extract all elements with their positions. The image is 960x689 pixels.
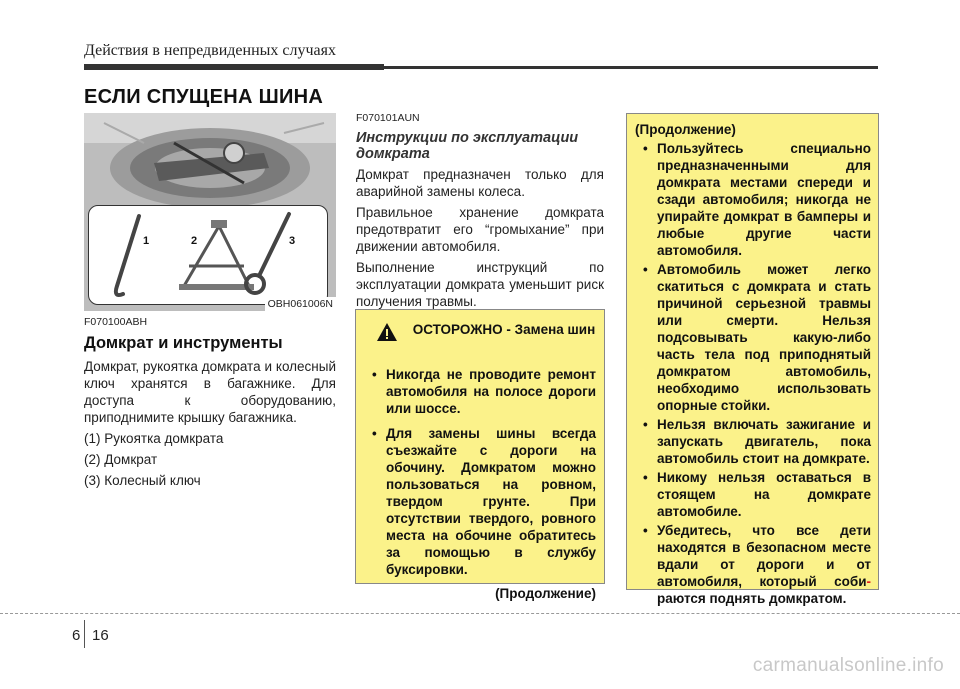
callout-1: 1 (143, 235, 150, 247)
section-title: ЕСЛИ СПУЩЕНА ШИНА (84, 86, 324, 108)
caution-bullet: • Никогда не проводите ремонт автомобиля на полосе дороги или шоссе. (364, 366, 596, 417)
caution-bullet (635, 522, 871, 607)
caution-bullet: • Автомобиль может легко скатиться с домкрата и стать причиной серьезной травмы или смерти. Нельзя подсовывать какую-либо часть тела под приподнятый домкратом автомобиль, необходимо использовать опорные стойки. (635, 261, 871, 414)
wheel-wrench-icon (246, 214, 289, 293)
warning-triangle-icon (376, 322, 398, 342)
running-header: Действия в непредвиденных случаях (84, 42, 336, 59)
trunk-figure (84, 113, 336, 311)
caution-continued-box (626, 113, 879, 606)
list-item-wheel-wrench: (3) Колесный ключ (84, 473, 201, 488)
figure-code: OBH061006N (265, 297, 336, 311)
caution-header (364, 320, 596, 358)
bullet-text-part: раются поднять домкратом. (657, 591, 847, 606)
list-item-jack: (2) Домкрат (84, 452, 158, 467)
instructions-paragraph: Домкрат предназначен только для аварийной замены колеса. (356, 167, 604, 199)
caution-title: ОСТОРОЖНО - Замена шин (412, 322, 596, 337)
continued-label: (Продолжение) (495, 586, 596, 601)
callout-3: 3 (289, 235, 296, 247)
tools-inset (88, 205, 328, 305)
bullet-text-part: Убедитесь, что все дети находятся в безопасном месте вдали от дороги и от автомобиля, который соби (657, 523, 871, 589)
section-code: F070100ABH (84, 316, 148, 328)
jack-tools-section (84, 316, 336, 493)
jack-icon (179, 220, 254, 290)
section-code: F070101AUN (356, 112, 420, 124)
jack-handle-icon (116, 216, 139, 295)
caution-bullet: • Нельзя включать зажигание и запускать двигатель, пока автомобиль стоит на домкрате. (635, 416, 871, 467)
caution-box (355, 309, 605, 601)
header-rule (84, 66, 878, 69)
continued-heading: (Продолжение) (635, 122, 736, 137)
jack-tools-paragraph: Домкрат, рукоятка домкрата и колесный ключ хранятся в багажнике. Для доступа к оборудованию, приподнимите крышку багажника. (84, 359, 336, 425)
watermark: carmanualsonline.info (752, 655, 944, 676)
callout-2: 2 (191, 235, 198, 247)
jack-tools-heading: Домкрат и инструменты (84, 334, 283, 352)
tools-drawing (89, 206, 329, 306)
chapter-number: 6 (72, 627, 81, 644)
caution-bullet: • Никому нельзя оставаться в стоящем на домкрате автомобиле. (635, 469, 871, 520)
jack-instructions-section (356, 112, 604, 314)
instructions-paragraph: Правильное хранение домкрата предотвратит его “громыхание” при движении автомобиля. (356, 205, 604, 254)
footer-rule (0, 613, 960, 614)
jack-instructions-heading: Инструкции по эксплуатации домкрата (356, 130, 579, 162)
caution-bullet: • Пользуйтесь специально предназначенными для домкрата местами спереди и сзади автомобиля; никогда не упирайте домкрат в бамперы и любые другие части автомобиля. (635, 140, 871, 259)
page-number: 16 (92, 627, 109, 644)
caution-bullet: • Для замены шины всегда съезжайте с дороги на обочину. Домкратом можно пользоваться на ровном, твердом грунте. При отсутствии твердого, ровного места на обочине обратитесь за помощью в службу буксировки. (364, 425, 596, 578)
hyphen-mark: - (866, 574, 871, 589)
list-item-jack-handle: (1) Рукоятка домкрата (84, 431, 224, 446)
instructions-paragraph: Выполнение инструкций по эксплуатации домкрата уменьшит риск получения травмы. (356, 260, 604, 309)
page-divider (84, 620, 85, 648)
